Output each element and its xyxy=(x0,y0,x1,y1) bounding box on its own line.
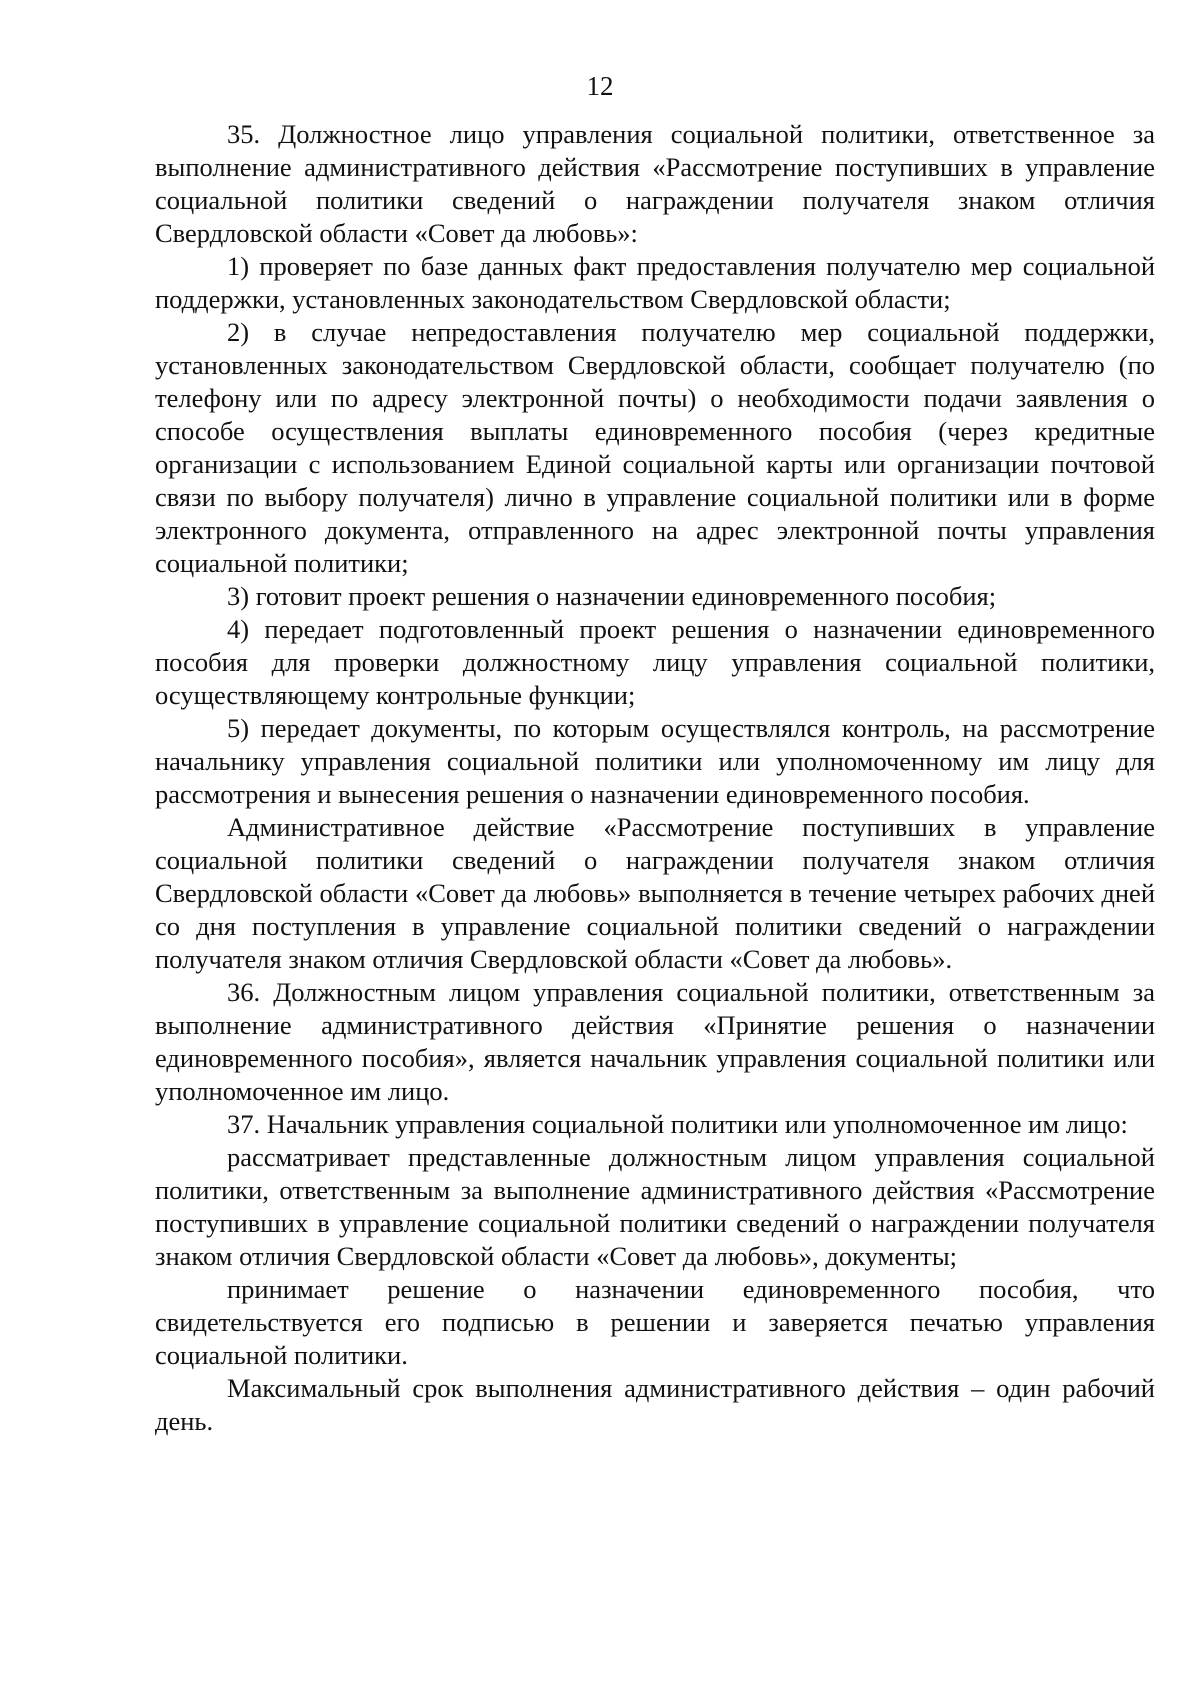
list-item-2: 2) в случае непредоставления получателю мер социальной поддержки, установленных законодательством Свердловской области, сообщает получателю (по телефону или по адресу электронной почты) о необходимости подачи заявления о способе осуществления выплаты единовременного пособия (через кредитные организации с использованием Единой социальной карты или организации почтовой связи по выбору получателя) лично в управление социальной политики или в форме электронного документа, отправленного на адрес электронной почты управления социальной политики; xyxy=(155,317,1155,578)
paragraph-reviews: рассматривает представленные должностным лицом управления социальной политики, ответственным за выполнение административного действия «Рассмотрение поступивших в управление социальной политики сведений о награждении получателя знаком отличия Свердловской области «Совет да любовь», документы; xyxy=(155,1142,1155,1271)
list-item-5: 5) передает документы, по которым осуществлялся контроль, на рассмотрение начальнику управления социальной политики или уполномоченному им лицу для рассмотрения и вынесения решения о назначении единовременного пособия. xyxy=(155,713,1155,809)
paragraph-max-term: Максимальный срок выполнения административного действия – один рабочий день. xyxy=(155,1373,1155,1436)
paragraph-deadline-action: Административное действие «Рассмотрение поступивших в управление социальной политики сведений о награждении получателя знаком отличия Свердловской области «Совет да любовь» выполняется в течение четырех рабочих дней со дня поступления в управление социальной политики сведений о награждении получателя знаком отличия Свердловской области «Совет да любовь». xyxy=(155,812,1155,974)
list-item-1: 1) проверяет по базе данных факт предоставления получателю мер социальной поддержки, установленных законодательством Свердловской области; xyxy=(155,251,1155,314)
page-number: 12 xyxy=(586,71,614,101)
paragraph-37: 37. Начальник управления социальной политики или уполномоченное им лицо: xyxy=(227,1109,1128,1139)
document-body xyxy=(155,118,1155,1438)
list-item-3: 3) готовит проект решения о назначении единовременного пособия; xyxy=(227,581,997,611)
list-item-4: 4) передает подготовленный проект решения о назначении единовременного пособия для проверки должностному лицу управления социальной политики, осуществляющему контрольные функции; xyxy=(155,614,1155,710)
paragraph-decides: принимает решение о назначении единовременного пособия, что свидетельствуется его подписью в решении и заверяется печатью управления социальной политики. xyxy=(155,1274,1155,1370)
paragraph-36: 36. Должностным лицом управления социальной политики, ответственным за выполнение административного действия «Принятие решения о назначении единовременного пособия», является начальник управления социальной политики или уполномоченное им лицо. xyxy=(155,977,1155,1106)
paragraph-35: 35. Должностное лицо управления социальной политики, ответственное за выполнение административного действия «Рассмотрение поступивших в управление социальной политики сведений о награждении получателя знаком отличия Свердловской области «Совет да любовь»: xyxy=(155,119,1155,248)
